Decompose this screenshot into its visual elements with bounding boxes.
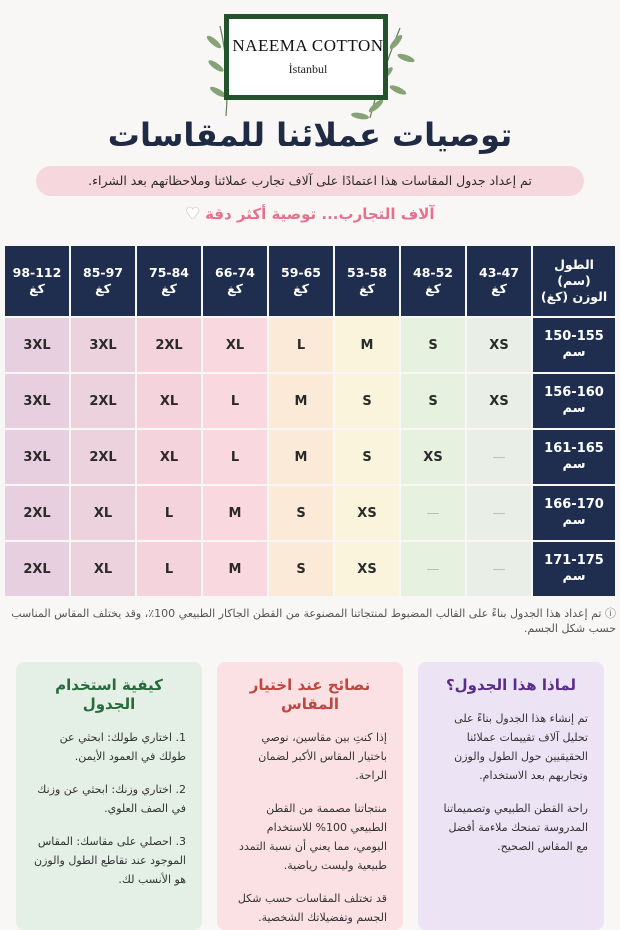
brand-logo: [220, 8, 396, 104]
height-cell: 156-160 سم: [533, 374, 615, 428]
size-cell: 2XL: [137, 318, 201, 372]
size-cell: L: [203, 430, 267, 484]
tip-item: قد تختلف المقاسات حسب شكل الجسم وتفضيلاتك الشخصية.: [237, 892, 387, 924]
weight-header: 43-47 كغ: [467, 246, 531, 316]
how-to-step: 1. اختاري طولك: ابحثي عن طولك في العمود الأيمن.: [59, 731, 186, 763]
how-to-use-title: كيفية استخدام الجدول: [55, 676, 163, 713]
table-row: [5, 542, 615, 596]
page-title: توصيات عملائنا للمقاسات: [107, 116, 513, 154]
slogan: [0, 204, 620, 223]
tip-item: منتجاتنا مصممة من القطن الطبيعي 100% للاستخدام اليومي، مما يعني أن نسبة التمدد طبيعية وليست رياضية.: [239, 802, 387, 872]
logo-frame: [224, 14, 388, 100]
size-cell: 3XL: [71, 318, 135, 372]
why-this-table-card: [418, 662, 604, 930]
size-cell: 2XL: [5, 486, 69, 540]
weight-header: 98-112 كغ: [5, 246, 69, 316]
weight-header: 66-74 كغ: [203, 246, 267, 316]
brand-city: İstanbul: [288, 62, 328, 76]
height-cell: 161-165 سم: [533, 430, 615, 484]
size-cell: XS: [335, 486, 399, 540]
size-cell: S: [401, 318, 465, 372]
size-cell: S: [269, 486, 333, 540]
weight-header: 85-97 كغ: [71, 246, 135, 316]
why-item: تم إنشاء هذا الجدول بناءً على تحليل آلاف تقييمات عملائنا الحقيقيين حول الطول والوزن وتجاربهم بعد الاستخدام.: [454, 712, 588, 782]
size-cell: 3XL: [5, 318, 69, 372]
size-cell: —: [467, 486, 531, 540]
table-note: ⓘ تم إعداد هذا الجدول بناءً على القالب المضبوط لمنتجاتنا المصنوعة من القطن الجاكار الطبيعي 100٪، وقد يختلف المقاس المناسب حسب شكل الجسم.: [11, 607, 616, 635]
size-cell: —: [401, 486, 465, 540]
table-row: [5, 486, 615, 540]
weight-header: 75-84 كغ: [137, 246, 201, 316]
size-cell: L: [137, 542, 201, 596]
tips-title: نصائح عند اختيار المقاس: [249, 676, 371, 713]
height-cell: 171-175 سم: [533, 542, 615, 596]
size-cell: XS: [335, 542, 399, 596]
how-to-use-card: [16, 662, 202, 930]
weight-header: 59-65 كغ: [269, 246, 333, 316]
size-cell: M: [269, 430, 333, 484]
tips-card: [217, 662, 403, 930]
size-cell: —: [401, 542, 465, 596]
table-row: [5, 374, 615, 428]
size-cell: S: [335, 374, 399, 428]
size-cell: L: [137, 486, 201, 540]
size-cell: M: [269, 374, 333, 428]
size-cell: S: [401, 374, 465, 428]
weight-header: 48-52 كغ: [401, 246, 465, 316]
corner-header: الطول (سم) الوزن (كغ): [533, 246, 615, 316]
size-cell: XL: [71, 542, 135, 596]
why-title: لماذا هذا الجدول؟: [445, 676, 577, 694]
height-cell: 150-155 سم: [533, 318, 615, 372]
slogan-text: آلاف التجارب... توصية أكثر دقة: [205, 205, 435, 223]
size-cell: L: [203, 374, 267, 428]
height-cell: 166-170 سم: [533, 486, 615, 540]
size-cell: XL: [137, 430, 201, 484]
white-heart-icon: ♥: [185, 204, 200, 223]
size-cell: XS: [467, 374, 531, 428]
size-cell: —: [467, 542, 531, 596]
size-cell: XL: [203, 318, 267, 372]
table-row: [5, 318, 615, 372]
brand-name: NAEEMA COTTON: [232, 36, 384, 55]
size-cell: 3XL: [5, 430, 69, 484]
size-cell: 2XL: [71, 374, 135, 428]
size-cell: 2XL: [5, 542, 69, 596]
size-cell: XL: [71, 486, 135, 540]
how-to-step: 3. احصلي على مقاسك: المقاس الموجود عند تقاطع الطول والوزن هو الأنسب لك.: [34, 835, 186, 886]
size-cell: S: [335, 430, 399, 484]
size-cell: M: [203, 486, 267, 540]
size-cell: 3XL: [5, 374, 69, 428]
subtitle-banner: تم إعداد جدول المقاسات هذا اعتمادًا على آلاف تجارب عملائنا وملاحظاتهم بعد الشراء.: [36, 166, 584, 196]
size-cell: XL: [137, 374, 201, 428]
size-cell: XS: [401, 430, 465, 484]
table-row: [5, 430, 615, 484]
size-cell: 2XL: [71, 430, 135, 484]
table-header-row: [5, 246, 615, 316]
size-chart-table: [3, 244, 617, 598]
size-cell: M: [335, 318, 399, 372]
weight-header: 53-58 كغ: [335, 246, 399, 316]
size-cell: L: [269, 318, 333, 372]
size-cell: M: [203, 542, 267, 596]
size-cell: —: [467, 430, 531, 484]
tip-item: إذا كنتِ بين مقاسين، نوصي باختيار المقاس الأكبر لضمان الراحة.: [258, 731, 387, 782]
how-to-step: 2. اختاري وزنك: ابحثي عن وزنك في الصف العلوي.: [37, 783, 186, 815]
size-cell: S: [269, 542, 333, 596]
why-item: راحة القطن الطبيعي وتصميماتنا المدروسة تمنحك ملاءمة أفضل مع المقاس الصحيح.: [443, 802, 588, 853]
size-cell: XS: [467, 318, 531, 372]
